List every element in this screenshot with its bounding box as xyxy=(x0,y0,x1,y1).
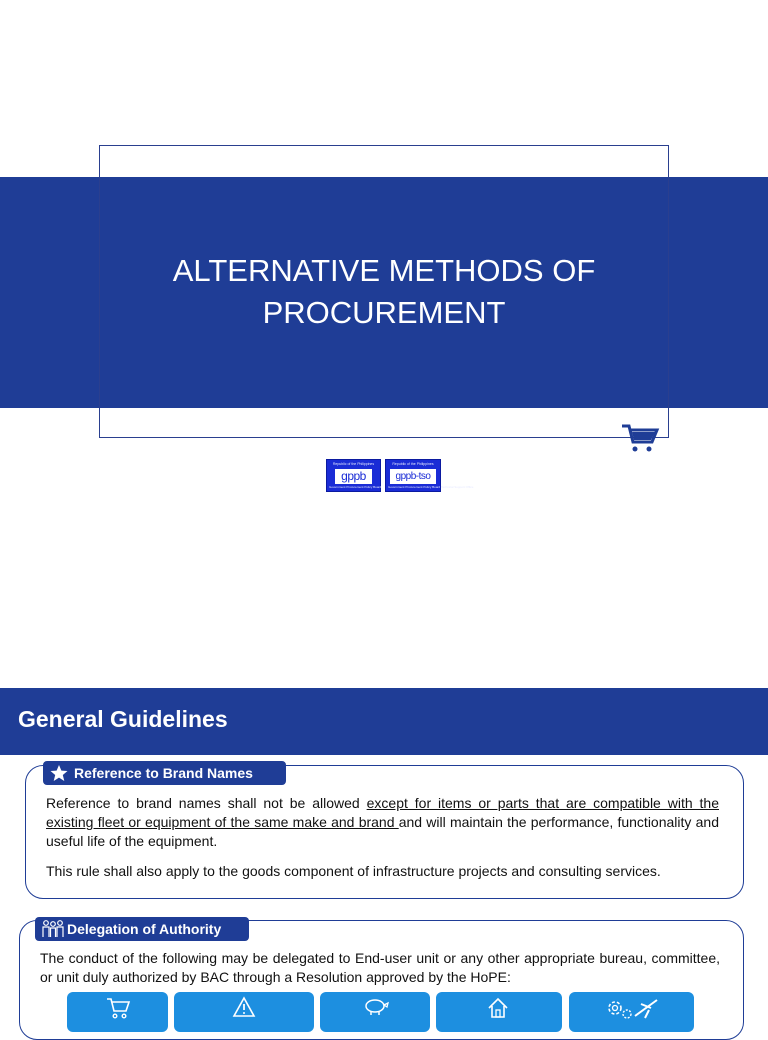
brand-names-paragraph-2: This rule shall also apply to the goods component of infrastructure projects and consulting services. xyxy=(46,863,661,879)
logo-foot-text: Government Procurement Policy Board Technical Support Office xyxy=(388,485,474,489)
gears-plane-icon xyxy=(605,996,661,1022)
slide-title: General Guidelines xyxy=(18,706,228,732)
people-icon xyxy=(41,920,65,938)
title-line-2: PROCUREMENT xyxy=(262,295,506,330)
tile-gears-plane xyxy=(569,992,694,1032)
logo-main-text: gppb xyxy=(335,469,372,484)
logo-main-text: gppb-tso xyxy=(390,469,436,484)
piggy-bank-icon xyxy=(362,996,390,1016)
cart-icon xyxy=(105,996,131,1020)
star-ribbon-icon xyxy=(49,764,69,782)
section-header-label: Delegation of Authority xyxy=(67,921,222,937)
title-line-1: ALTERNATIVE METHODS OF xyxy=(172,253,596,288)
text-run: Reference to brand names shall not be allowed xyxy=(46,795,367,811)
tile-house xyxy=(436,992,562,1032)
text-run: and will maintain the performance, functionality and useful life of the equipment. xyxy=(46,814,719,849)
guidelines-header-band xyxy=(0,688,768,755)
house-icon xyxy=(486,996,510,1020)
tile-piggy-bank xyxy=(320,992,430,1032)
logo-foot-text: Government Procurement Policy Board xyxy=(329,485,382,489)
warning-icon xyxy=(232,996,256,1018)
gppb-logo xyxy=(326,459,381,492)
delegation-header xyxy=(35,917,249,941)
section-header-label: Reference to Brand Names xyxy=(74,765,253,781)
brand-names-header xyxy=(43,761,286,785)
cart-icon xyxy=(620,422,660,454)
tile-cart xyxy=(67,992,168,1032)
gppb-tso-logo xyxy=(385,459,474,492)
slide-title xyxy=(100,250,668,334)
logo-top-text: Republic of the Philippines xyxy=(392,462,434,466)
brand-names-paragraph-1 xyxy=(46,794,719,851)
delegation-paragraph: The conduct of the following may be delegated to End-user unit or any other appropriate bureau, committee, or unit duly authorized by BAC through a Resolution approved by the HoPE: xyxy=(40,950,720,985)
underlined-text-run: except for items or parts that are compatible with the existing fleet or equipment of the same make and brand xyxy=(46,795,720,830)
tile-warning xyxy=(174,992,314,1032)
logo-top-text: Republic of the Philippines xyxy=(332,462,375,466)
